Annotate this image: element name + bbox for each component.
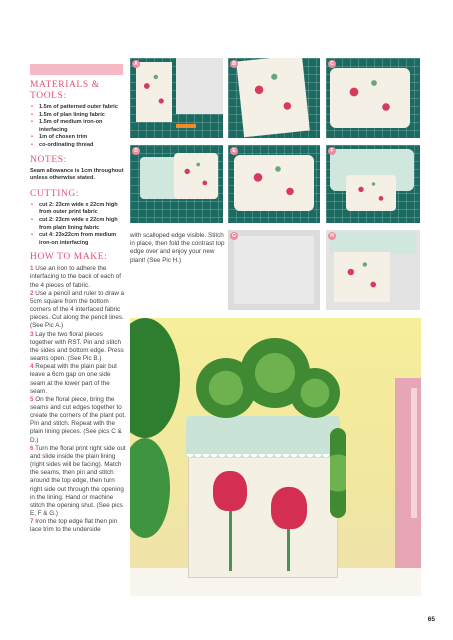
step-7: 7 Iron the top edge flat then pin lace trim to the underside bbox=[30, 518, 118, 534]
cutting-title: CUTTING: bbox=[30, 188, 80, 199]
photo-e bbox=[228, 145, 320, 223]
step-1: 1 Use an iron to adhere the interfacing to the back of each of the 4 pieces of fabric. bbox=[30, 265, 122, 289]
photo-tag-a: A bbox=[132, 60, 140, 68]
photo-a bbox=[130, 58, 223, 138]
photo-c bbox=[326, 58, 420, 138]
how-to-steps bbox=[30, 265, 126, 534]
photo-tag-g: G bbox=[230, 232, 238, 240]
photo-tag-c: C bbox=[328, 60, 336, 68]
list-item: • 1.5m of patterned outer fabric bbox=[30, 104, 126, 112]
hero-plant-pot-photo bbox=[130, 318, 421, 596]
list-item: • 1.5m of medium iron-on interfacing bbox=[30, 119, 126, 134]
photo-h bbox=[326, 230, 420, 310]
list-item: • cut 2: 23cm wide x 22cm high from outer print fabric bbox=[30, 202, 126, 217]
photo-tag-b: B bbox=[230, 60, 238, 68]
list-item: • cut 4: 23x22cm from medium iron-on interfacing bbox=[30, 232, 126, 247]
lace-trim bbox=[186, 454, 340, 460]
list-item: • co-ordinating thread bbox=[30, 142, 126, 150]
photo-tag-h: H bbox=[328, 232, 336, 240]
list-item: • cut 2: 23cm wide x 22cm high from plain lining fabric bbox=[30, 217, 126, 232]
photo-tag-f: F bbox=[328, 147, 336, 155]
step-4: 4 Repeat with the plain pair but leave a 6cm gap on one side seam at the lower part of the seam. bbox=[30, 363, 117, 395]
step-2: 2 Use a pencil and ruler to draw a 5cm square from the bottom corners of the 4 interfaced fabric pieces. Cut along the pencil lines. (See Pic A.) bbox=[30, 289, 125, 330]
notes-title: NOTES: bbox=[30, 154, 67, 165]
photo-b bbox=[228, 58, 320, 138]
photo-d bbox=[130, 145, 223, 223]
step-7-continued: with scalloped edge visible. Stitch in place, then fold the contrast top edge over and enjoy your new plant! (See Pic H.) bbox=[130, 232, 225, 264]
header-accent-band bbox=[30, 64, 123, 75]
materials-list bbox=[30, 104, 126, 150]
instructions-column bbox=[30, 80, 126, 534]
cutting-list bbox=[30, 202, 126, 248]
how-to-title: HOW TO MAKE: bbox=[30, 252, 108, 263]
step-6: 6 Turn the floral print right side out and slide inside the plain lining (right sides will be facing). Match the seams, then pin and stitch around the top edge, then turn right side out through the opening in the lining. Hand or machine stitch the opening shut. (See pics E, F & G.) bbox=[30, 444, 126, 517]
mint-cuff bbox=[186, 416, 340, 458]
photo-f bbox=[326, 145, 420, 223]
list-item: • 1m of chosen trim bbox=[30, 134, 126, 142]
page-number: 65 bbox=[427, 616, 435, 623]
book-spine bbox=[395, 378, 421, 578]
materials-title: MATERIALS & TOOLS: bbox=[30, 80, 100, 101]
list-item: • 1.5m of plan lining fabric bbox=[30, 112, 126, 120]
photo-g bbox=[228, 230, 320, 310]
photo-tag-d: D bbox=[132, 147, 140, 155]
step-5: 5 On the floral piece, bring the seams and cut edges together to create the corners of the plant pot. Pin and stitch. Repeat with the plain lining pieces. (See pics C & D.) bbox=[30, 395, 126, 444]
step-3: 3 Lay the two floral pieces together with RST. Pin and stitch the sides and bottom edge. Press seams open. (See Pic B.) bbox=[30, 330, 124, 363]
photo-tag-e: E bbox=[230, 147, 238, 155]
notes-text: Seam allowance is 1cm throughout unless otherwise stated. bbox=[30, 167, 124, 182]
